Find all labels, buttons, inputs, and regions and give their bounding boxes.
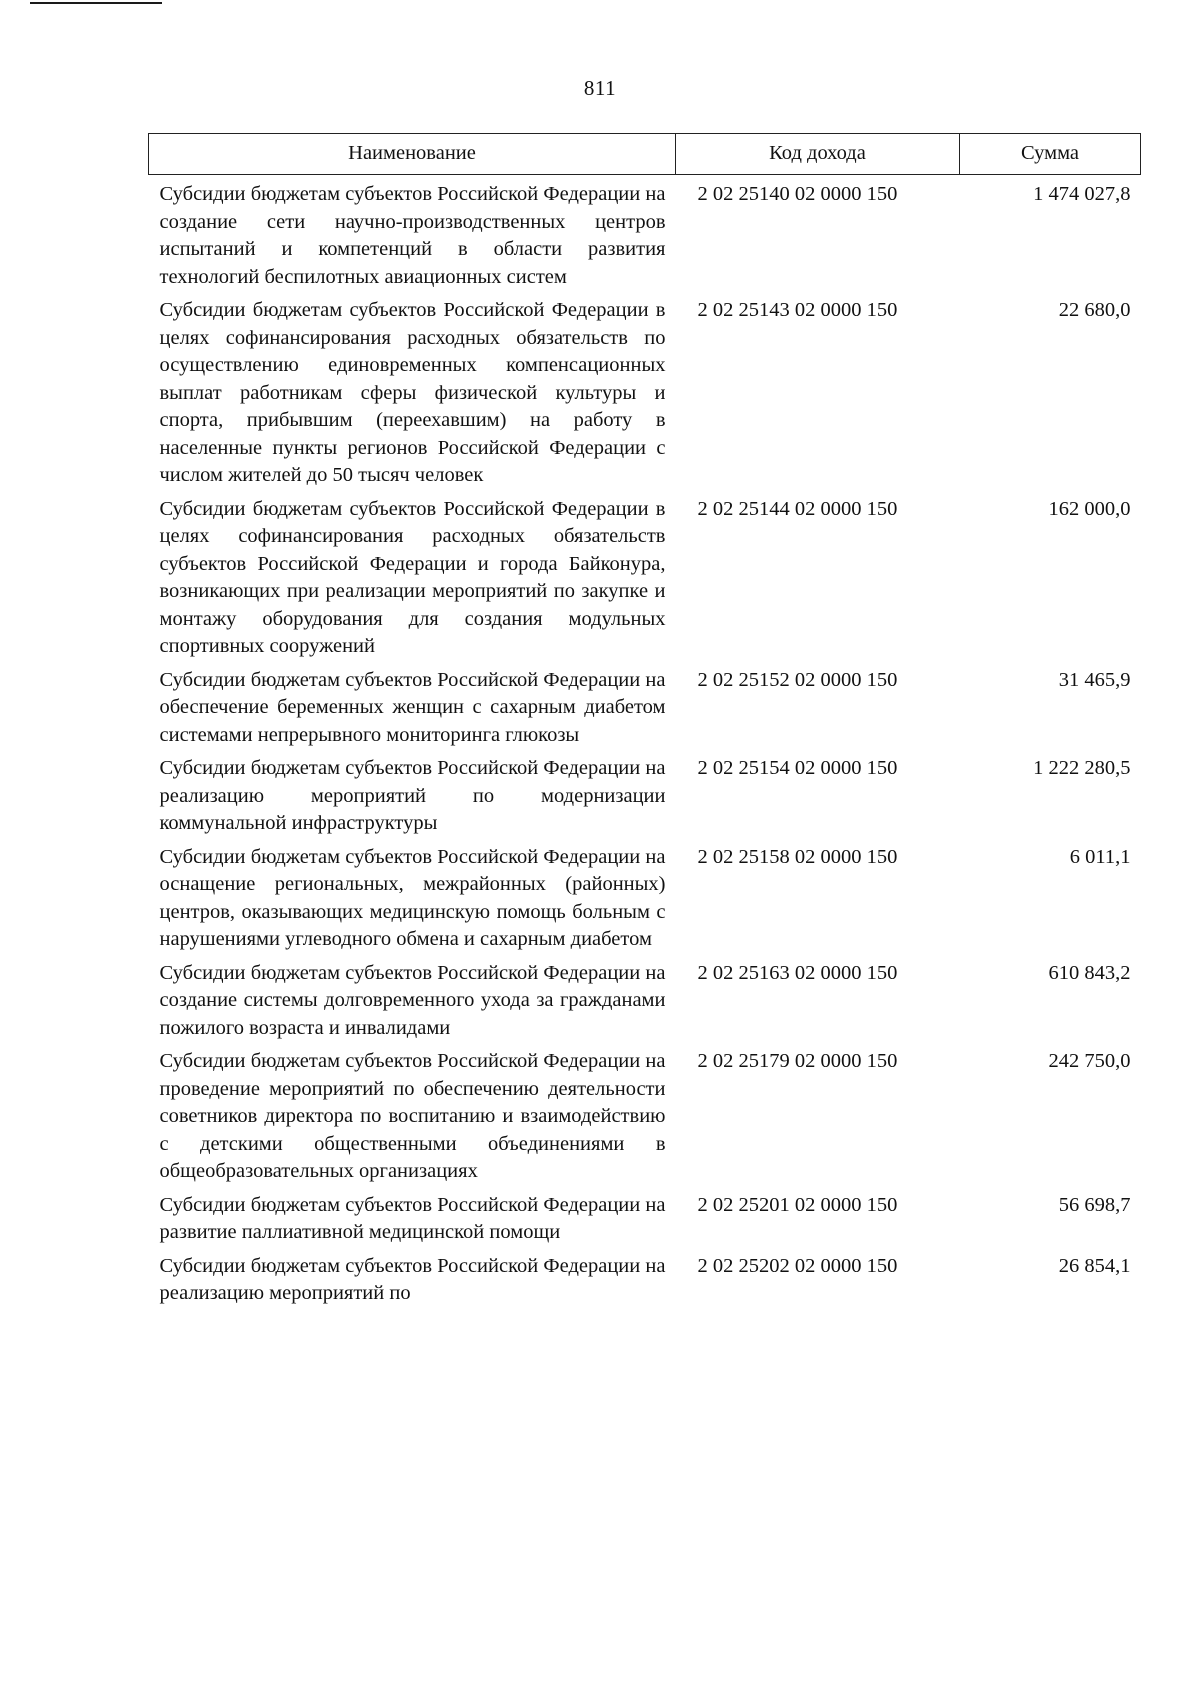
row-income-code: 2 02 25158 02 0000 150 <box>697 845 898 868</box>
row-name: Субсидии бюджетам субъектов Российской Федерации на создание сети научно-производственных центров испытаний и компетенций в области развития технологий беспилотных авиационных систем <box>159 183 666 288</box>
row-name: Субсидии бюджетам субъектов Российской Федерации на проведение мероприятий по обеспечению деятельности советников директора по воспитанию и взаимодействию с детскими общественными объединениями в общеобразовательных организациях <box>159 1050 666 1182</box>
table-row <box>149 661 1141 750</box>
table-row <box>149 175 1141 292</box>
row-name: Субсидии бюджетам субъектов Российской Федерации в целях софинансирования расходных обязательств по осуществлению единовременных компенсационных выплат работникам сферы физической культуры и спорта, прибывшим (переехавшим) на работу в населенные пункты регионов Российской Федерации с числом жителей до 50 тысяч человек <box>159 299 666 486</box>
row-name: Субсидии бюджетам субъектов Российской Федерации на обеспечение беременных женщин с сахарным диабетом системами непрерывного мониторинга глюкозы <box>159 668 666 746</box>
row-income-code: 2 02 25163 02 0000 150 <box>697 961 898 984</box>
table-row <box>149 291 1141 490</box>
table-body <box>149 175 1141 1308</box>
row-amount: 6 011,1 <box>1069 845 1131 868</box>
row-income-code: 2 02 25179 02 0000 150 <box>697 1050 898 1072</box>
row-amount: 1 474 027,8 <box>1033 183 1131 205</box>
row-amount: 1 222 280,5 <box>1033 757 1131 779</box>
row-name: Субсидии бюджетам субъектов Российской Федерации на реализацию мероприятий по <box>159 1254 666 1304</box>
row-name: Субсидии бюджетам субъектов Российской Федерации на создание системы долговременного ухода за гражданами пожилого возраста и инвалидами <box>159 961 666 1039</box>
table-header <box>149 134 1141 175</box>
row-income-code: 2 02 25152 02 0000 150 <box>697 668 898 691</box>
row-income-code: 2 02 25143 02 0000 150 <box>697 299 898 321</box>
header-income-code: Код дохода <box>676 134 960 175</box>
row-amount: 22 680,0 <box>1058 299 1131 321</box>
row-income-code: 2 02 25144 02 0000 150 <box>697 497 898 520</box>
row-income-code: 2 02 25140 02 0000 150 <box>697 183 898 205</box>
row-income-code: 2 02 25201 02 0000 150 <box>697 1193 898 1216</box>
table-row <box>149 1042 1141 1186</box>
header-row <box>149 134 1141 175</box>
row-name: Субсидии бюджетам субъектов Российской Федерации на оснащение региональных, межрайонных (районных) центров, оказывающих медицинскую помощь больным с нарушениями углеводного обмена и сахарным диабетом <box>159 845 666 950</box>
revenue-table-container <box>148 133 1140 1308</box>
table-row <box>149 490 1141 661</box>
row-amount: 610 843,2 <box>1048 961 1131 984</box>
row-name: Субсидии бюджетам субъектов Российской Федерации на реализацию мероприятий по модернизации коммунальной инфраструктуры <box>159 757 666 834</box>
header-name: Наименование <box>149 134 676 175</box>
row-income-code: 2 02 25202 02 0000 150 <box>697 1254 898 1277</box>
row-name: Субсидии бюджетам субъектов Российской Федерации на развитие паллиативной медицинской помощи <box>159 1193 666 1243</box>
table-row <box>149 1247 1141 1308</box>
page-number: 811 <box>583 76 617 100</box>
row-amount: 242 750,0 <box>1048 1050 1131 1072</box>
row-amount: 56 698,7 <box>1058 1193 1131 1216</box>
row-name: Субсидии бюджетам субъектов Российской Федерации в целях софинансирования расходных обязательств субъектов Российской Федерации и города Байконура, возникающих при реализации мероприятий по закупке и монтажу оборудования для создания модульных спортивных сооружений <box>159 497 666 657</box>
scan-edge-mark <box>30 2 162 4</box>
table-row <box>149 1186 1141 1247</box>
row-amount: 162 000,0 <box>1048 497 1131 520</box>
row-income-code: 2 02 25154 02 0000 150 <box>697 757 898 779</box>
row-amount: 26 854,1 <box>1058 1254 1131 1277</box>
revenue-table <box>148 133 1141 1308</box>
row-amount: 31 465,9 <box>1058 668 1131 691</box>
table-row <box>149 749 1141 838</box>
table-row <box>149 838 1141 954</box>
header-amount: Сумма <box>960 134 1141 175</box>
table-row <box>149 954 1141 1043</box>
